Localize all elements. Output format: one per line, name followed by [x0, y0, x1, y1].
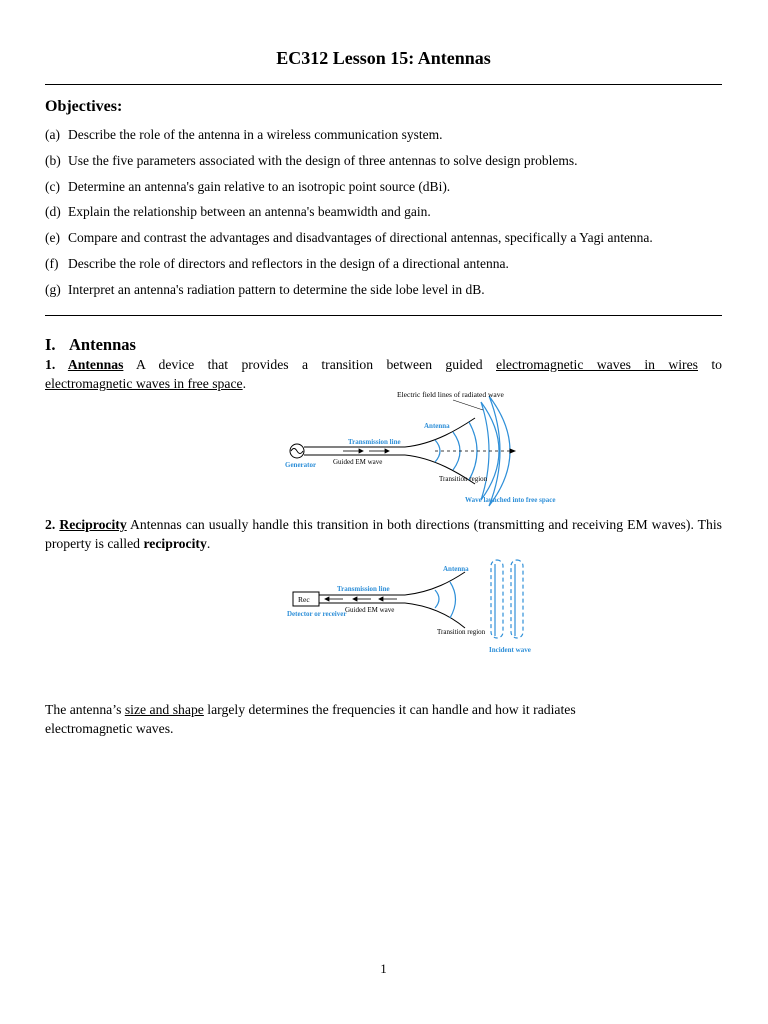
- transition-label: Transition region: [437, 628, 486, 636]
- guided-wave-label: Guided EM wave: [333, 458, 383, 466]
- objective-item: [45, 153, 722, 179]
- objective-item: [45, 127, 722, 153]
- svg-text:Antenna: [424, 422, 450, 430]
- underlined-phrase: electromagnetic waves in wires: [496, 357, 698, 372]
- transmission-line-label: Transmission line: [337, 585, 390, 593]
- closing-text: The antenna’s: [45, 702, 122, 717]
- objective-text: Use the five parameters associated with the design of three antennas to solve design problems.: [68, 152, 578, 168]
- objective-text: Explain the relationship between an antenna's beamwidth and gain.: [68, 204, 431, 220]
- item-number: 2.: [45, 517, 56, 532]
- transition-label: Transition region: [439, 475, 488, 483]
- objective-label: (b): [45, 152, 61, 168]
- objective-text: Describe the role of directors and reflectors in the design of a directional antenna.: [68, 255, 509, 271]
- svg-text:Wave launched into free space: [465, 496, 555, 504]
- svg-text:Incident wave: [489, 646, 531, 654]
- definition-end: .: [242, 376, 247, 391]
- objective-text: Compare and contrast the advantages and disadvantages of directional antennas, specifically a Yagi antenna.: [68, 230, 653, 246]
- objectives-divider: [45, 315, 722, 316]
- document-page: [45, 0, 722, 1024]
- transmission-line-label: Transmission line: [348, 438, 401, 446]
- svg-text:Transition region: [437, 628, 486, 636]
- definition-connector: to: [711, 357, 723, 372]
- guided-wave-label: Guided EM wave: [345, 606, 395, 614]
- svg-text:Transition region: [439, 475, 488, 483]
- objective-item: [45, 179, 722, 205]
- objective-text: Interpret an antenna's radiation pattern to determine the side lobe level in dB.: [68, 281, 485, 297]
- objective-label: (f): [45, 255, 59, 271]
- page-title: EC312 Lesson 15: Antennas: [276, 48, 491, 68]
- objective-text: Determine an antenna's gain relative to an isotropic point source (dBi).: [68, 178, 451, 194]
- section-heading: [45, 335, 136, 355]
- antenna-size-paragraph: [45, 700, 645, 738]
- svg-text:Antenna: [443, 565, 469, 573]
- antenna-horn-upper: [405, 572, 465, 595]
- objectives-heading: Objectives:: [45, 98, 123, 115]
- definition-line-1: [45, 355, 722, 374]
- free-space-arrows: [435, 449, 515, 453]
- svg-text:Rec: [298, 595, 310, 604]
- underlined-phrase: electromagnetic waves in free space: [45, 376, 243, 391]
- antenna-label: Antenna: [443, 565, 469, 573]
- reciprocity-end: .: [206, 536, 211, 551]
- guided-wave-arrows: [325, 597, 397, 601]
- section-title: Antennas: [69, 335, 136, 354]
- incident-wave-label: Incident wave: [489, 646, 531, 654]
- item-number: 1.: [45, 357, 56, 372]
- svg-text:Guided EM wave: [345, 606, 394, 614]
- transmitting-antenna-figure: [285, 388, 556, 508]
- objectives-list: [45, 127, 722, 308]
- definition-text: A device that provides a transition between guided: [136, 357, 483, 372]
- svg-text:Transmission line: [337, 585, 390, 593]
- reciprocity-bold: reciprocity: [143, 536, 207, 551]
- rec-label: Rec: [298, 595, 310, 604]
- reciprocity-text: Antennas can usually handle this transition in both directions (transmitting and receiving EM waves). This property is called: [45, 517, 723, 551]
- term-reciprocity: Reciprocity: [59, 517, 127, 532]
- guided-wave-arrows: [343, 449, 389, 453]
- objective-label: (a): [45, 127, 60, 142]
- reciprocity-definition: [45, 515, 722, 553]
- section-number: I.: [45, 335, 56, 354]
- antenna-horn-lower: [405, 603, 465, 628]
- sine-icon: [291, 449, 303, 454]
- term-antennas: Antennas: [67, 357, 124, 372]
- objective-item: [45, 204, 722, 230]
- antenna-label: Antenna: [424, 422, 450, 430]
- objective-item: [45, 230, 722, 256]
- receiving-antenna-figure: [285, 556, 530, 666]
- svg-text:Generator: [285, 461, 316, 469]
- svg-text:Guided EM wave: [333, 458, 382, 466]
- objective-text: Describe the role of the antenna in a wireless communication system.: [68, 127, 443, 142]
- objective-item: [45, 282, 722, 308]
- objective-label: (d): [45, 204, 61, 220]
- svg-text:Detector or receiver: [287, 610, 346, 618]
- page-number: 1: [380, 961, 387, 976]
- generator-label: Generator: [285, 461, 317, 469]
- field-lines-label: Electric field lines of radiated wave: [397, 390, 504, 399]
- svg-text:Transmission line: [348, 438, 401, 446]
- closing-text-cont: largely determines the frequencies it can handle and how it radiates electromagnetic waves.: [45, 702, 576, 736]
- svg-text:Electric field lines of radiat: [397, 390, 504, 399]
- objective-label: (c): [45, 178, 60, 194]
- title-divider: [45, 84, 722, 85]
- wave-launched-label: Wave launched into free space: [465, 496, 556, 504]
- underlined-phrase: size and shape: [124, 702, 204, 717]
- objective-label: (g): [45, 281, 61, 297]
- objective-item: [45, 256, 722, 282]
- detector-label: Detector or receiver: [287, 610, 347, 618]
- objective-label: (e): [45, 230, 60, 246]
